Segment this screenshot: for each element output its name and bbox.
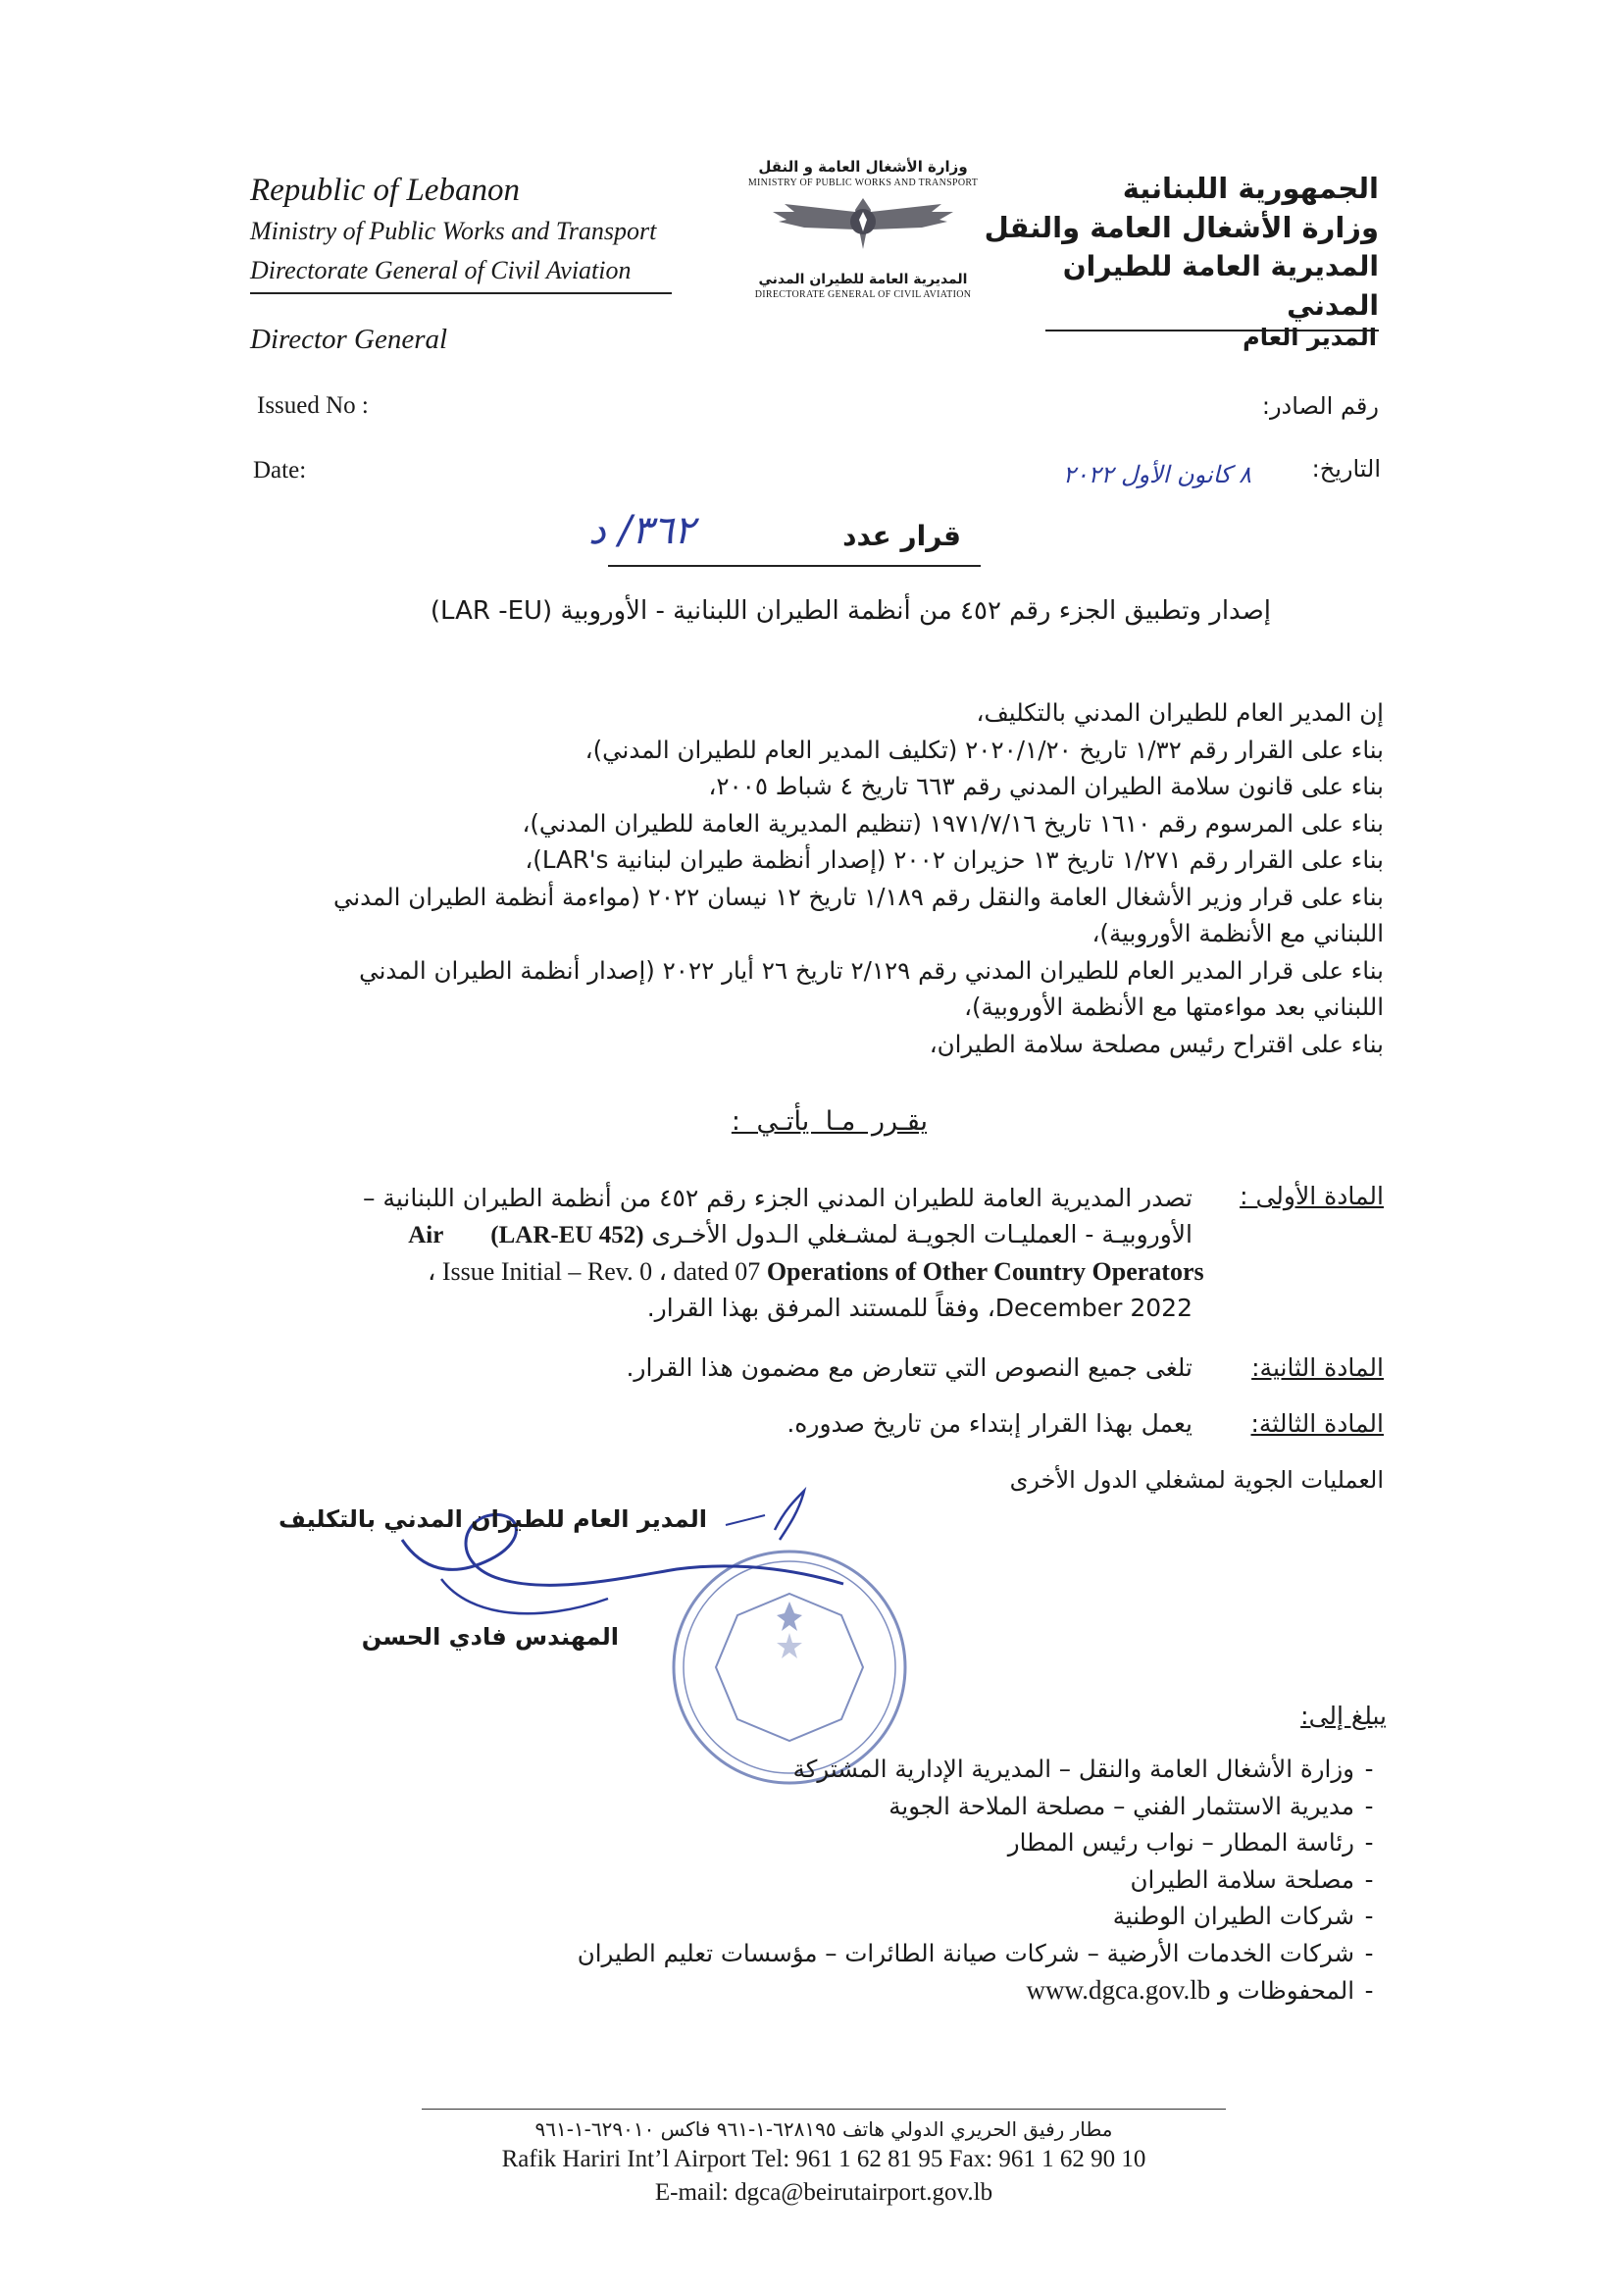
preamble-line: اللبناني مع الأنظمة الأوروبية)، — [1091, 919, 1384, 947]
decision-number-handwritten: ٣٦٢/ د — [588, 508, 695, 553]
header-rule-en — [250, 292, 672, 294]
ministry-logo — [716, 157, 1010, 309]
article-2-text: تلغى جميع النصوص التي تتعارض مع مضمون هذا القرار. — [626, 1353, 1193, 1382]
list-item: -وزارة الأشغال العامة والنقل – المديرية الإدارية المشتركة — [792, 1755, 1374, 1783]
article-1-line: December 2022، وفقاً للمستند المرفق بهذا القرار. — [646, 1294, 1193, 1322]
director-general-en: Director General — [250, 324, 448, 355]
preamble-line: بناء على قانون سلامة الطيران المدني رقم ٦٦٣ تاريخ ٤ شباط ٢٠٠٥، — [708, 772, 1384, 800]
logo-english-bottom: DIRECTORATE GENERAL OF CIVIL AVIATION — [754, 289, 972, 300]
preamble-line: بناء على القرار رقم ١/٣٢ تاريخ ٢٠٢٠/١/٢٠ (تكليف المدير العام للطيران المدني)، — [584, 735, 1384, 764]
decision-label: قرار عدد — [842, 520, 961, 552]
preamble-line: بناء على المرسوم رقم ١٦١٠ تاريخ ١٩٧١/٧/١٦ (تنظيم المديرية العامة للطيران المدني)، — [522, 808, 1384, 838]
directorate-title-ar: المديرية العامة للطيران المدني — [1062, 250, 1379, 322]
decision-underline — [608, 565, 981, 567]
wings-emblem-icon — [765, 190, 961, 267]
article-1-text — [362, 1180, 1204, 1326]
article-3-label: المادة الثالثة: — [1250, 1409, 1384, 1438]
signatory-name: المهندس فادي الحسن — [361, 1623, 619, 1651]
footer — [422, 2109, 1226, 2210]
article-1-arabic-part: الأوروبيـة - العمليـات الجويـة لمشـغلي الـدول الأخـرى — [651, 1220, 1193, 1248]
list-item: -مصلحة سلامة الطيران — [1130, 1864, 1374, 1894]
issue-dated: ، Issue Initial – Rev. 0 ، dated 07 — [428, 1257, 761, 1286]
logo-arabic-top: وزارة الأشغال العامة و النقل — [758, 158, 968, 176]
cc-list — [501, 1751, 1384, 2009]
operations-line: العمليات الجوية لمشغلي الدول الأخرى — [1009, 1466, 1384, 1494]
air-word: Air — [408, 1222, 444, 1248]
website-link[interactable]: www.dgca.gov.lb — [1026, 1974, 1211, 2005]
logo-english-top: MINISTRY OF PUBLIC WORKS AND TRANSPORT — [747, 178, 979, 188]
preamble-line: بناء على قرار المدير العام للطيران المدني رقم ٢/١٢٩ تاريخ ٢٦ أيار ٢٠٢٢ (إصدار أنظمة الطيران المدني — [359, 955, 1384, 985]
decides-heading: يقـرر مـا يأتـي : — [731, 1106, 928, 1137]
header-english — [250, 169, 682, 294]
article-1-line — [408, 1216, 1193, 1253]
decision-number-block — [569, 508, 981, 567]
article-1-line — [428, 1253, 1204, 1290]
cc-label: يبلغ إلى: — [1300, 1702, 1387, 1730]
list-item: -شركات الطيران الوطنية — [1112, 1902, 1374, 1931]
director-general-ar: المدير العام — [1243, 324, 1377, 351]
handwritten-date: ٨ كانون الأول ٢٠٢٢ — [1062, 461, 1251, 488]
directorate-title-en: Directorate General of Civil Aviation — [250, 256, 632, 284]
list-item: -شركات الخدمات الأرضية – شركات صيانة الطائرات – مؤسسات تعليم الطيران — [577, 1938, 1374, 1967]
article-2-label: المادة الثانية: — [1251, 1353, 1384, 1382]
date-label-ar: التاريخ: — [1311, 455, 1381, 483]
signatory-title: المدير العام للطيران المدني بالتكليف — [278, 1505, 707, 1533]
list-item: -رئاسة المطار – نواب رئيس المطار — [1007, 1828, 1374, 1858]
article-1-label: المادة الأولى : — [1240, 1182, 1384, 1210]
preamble-line: بناء على قرار وزير الأشغال العامة والنقل رقم ١/١٨٩ تاريخ ١٢ نيسان ٢٠٢٢ (مواءمة أنظمة الطيران المدني — [332, 882, 1384, 911]
date-label-en: Date: — [253, 457, 307, 484]
republic-title-en: Republic of Lebanon — [250, 173, 520, 208]
issued-no-label-ar: رقم الصادر: — [1261, 392, 1379, 420]
footer-email[interactable]: E-mail: dgca@beirutairport.gov.lb — [654, 2179, 993, 2206]
list-item: -مديرية الاستثمار الفني – مصلحة الملاحة الجوية — [888, 1791, 1374, 1820]
preamble-line: بناء على اقتراح رئيس مصلحة سلامة الطيران، — [929, 1029, 1384, 1058]
footer-contact-en: Rafik Hariri Int’l Airport Tel: 961 1 62 81 95 Fax: 961 1 62 90 10 — [501, 2146, 1146, 2172]
ministry-title-en: Ministry of Public Works and Transport — [250, 217, 657, 245]
ministry-title-ar: وزارة الأشغال العامة والنقل — [984, 211, 1379, 244]
logo-arabic-bottom: المديرية العامة للطيران المدني — [758, 272, 968, 287]
list-item: -المحفوظات و www.dgca.gov.lb — [1026, 1974, 1374, 2005]
preamble — [227, 694, 1384, 1062]
issued-no-label-en: Issued No : — [257, 392, 369, 419]
header-arabic — [967, 169, 1379, 331]
operations-title: Operations of Other Country Operators — [766, 1257, 1204, 1286]
preamble-line: إن المدير العام للطيران المدني بالتكليف، — [976, 698, 1384, 727]
preamble-line: اللبناني بعد مواءمتها مع الأنظمة الأوروبية)، — [964, 993, 1384, 1021]
footer-rule — [422, 2109, 1226, 2110]
footer-arabic-contact: مطار رفيق الحريري الدولي هاتف ٦٢٨١٩٥-١-٩٦١ فاكس ٦٢٩٠١٠-١-٩٦١ — [534, 2117, 1113, 2141]
lar-eu-code: (LAR-EU 452) — [490, 1222, 644, 1248]
preamble-line: بناء على القرار رقم ١/٢٧١ تاريخ ١٣ حزيران ٢٠٠٢ (إصدار أنظمة طيران لبنانية LAR's)، — [525, 845, 1384, 874]
republic-title-ar: الجمهورية اللبنانية — [1122, 172, 1379, 205]
article-1-line: تصدر المديرية العامة للطيران المدني الجزء رقم ٤٥٢ من أنظمة الطيران اللبنانية – — [362, 1184, 1193, 1212]
decision-subject: إصدار وتطبيق الجزء رقم ٤٥٢ من أنظمة الطيران اللبنانية - الأوروبية (LAR -EU) — [430, 596, 1271, 626]
article-3-text: يعمل بهذا القرار إبتداء من تاريخ صدوره. — [787, 1409, 1193, 1438]
handwritten-signature — [382, 1471, 892, 1648]
